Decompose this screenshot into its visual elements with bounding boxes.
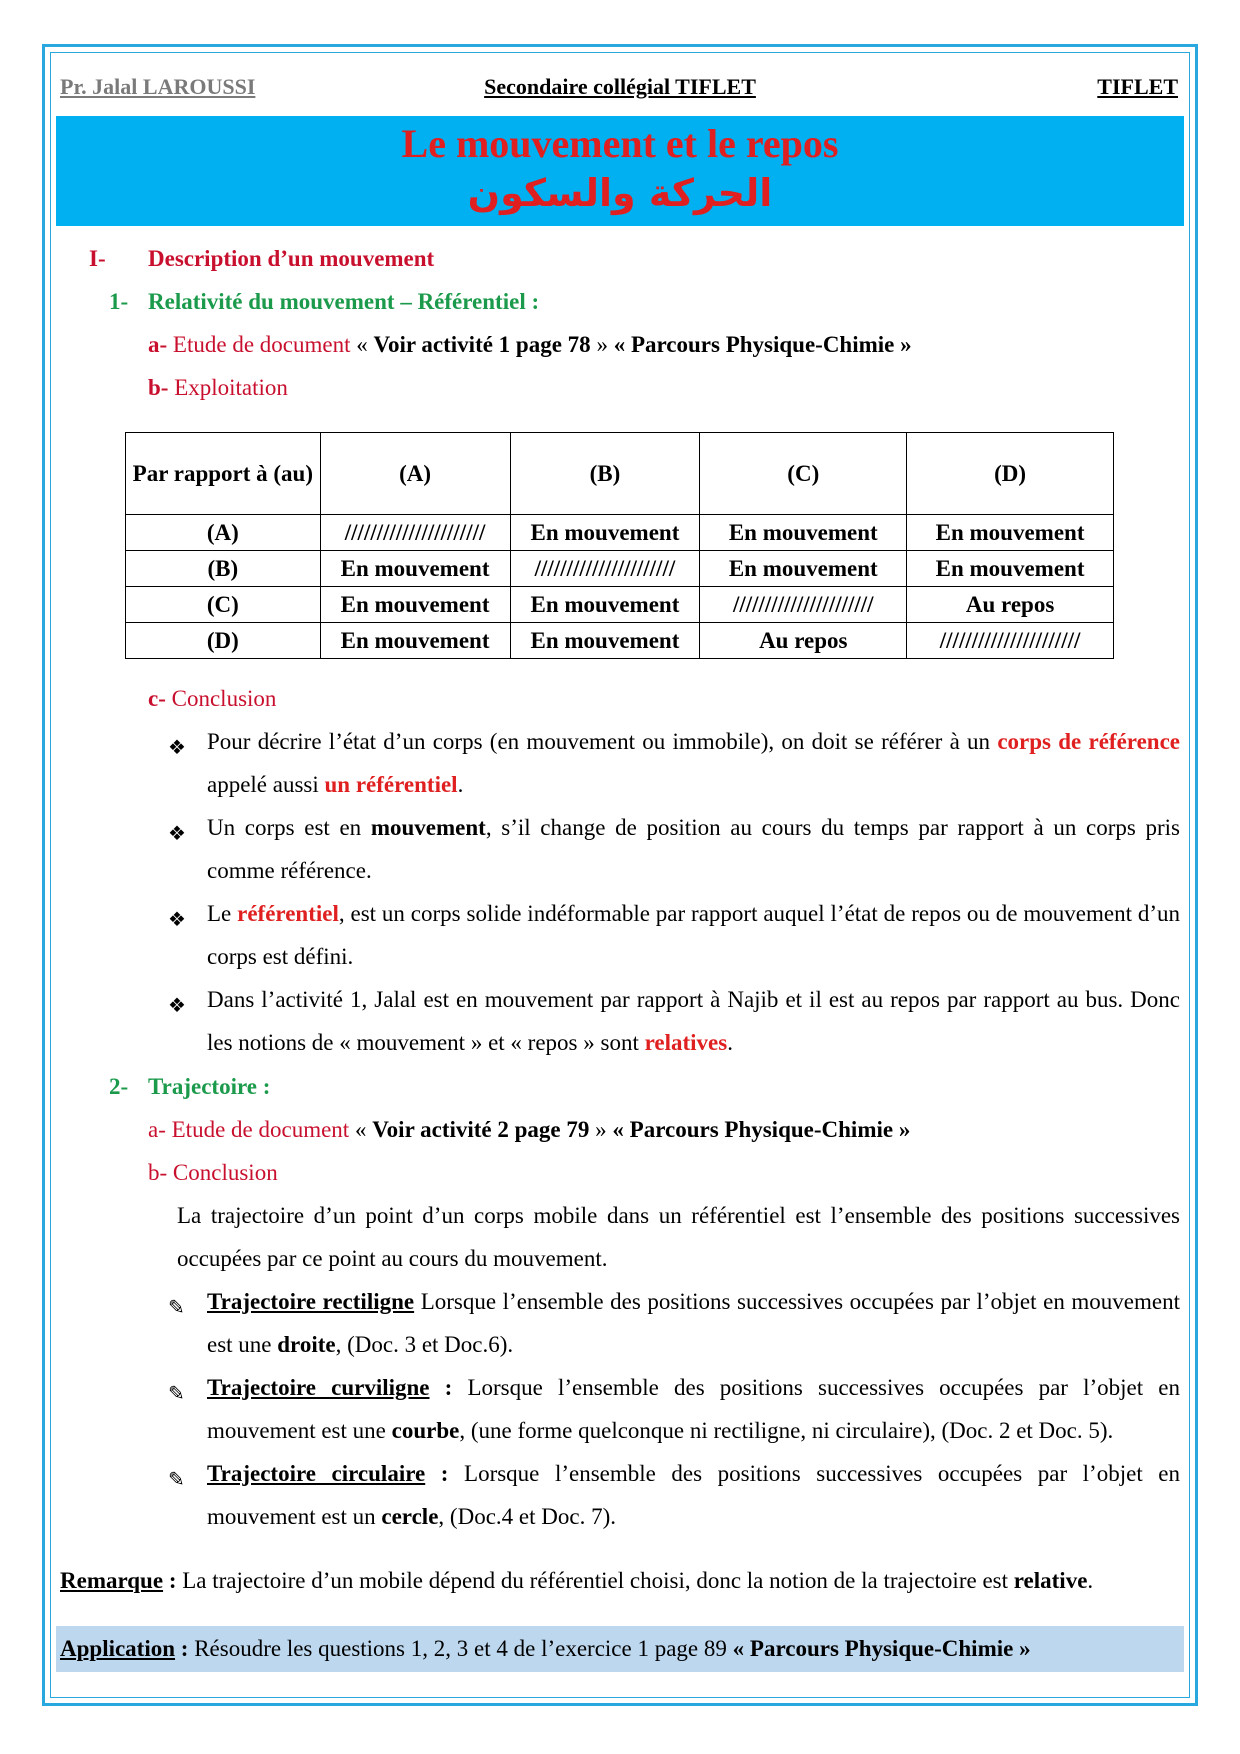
quote-close: » [590, 332, 614, 357]
header-city: TIFLET [1097, 74, 1178, 99]
column-header: (D) [907, 433, 1114, 515]
bold-term: mouvement [370, 815, 486, 840]
item-a-document [148, 330, 912, 360]
conclusion-bullet-1 [207, 720, 1180, 806]
header-author: Pr. Jalal LAROUSSI [60, 74, 256, 99]
table-cell: En mouvement [510, 623, 700, 659]
item-text: , (une forme quelconque ni rectiligne, ni circulaire), (Doc. 2 et Doc. 5). [459, 1418, 1114, 1443]
activity-reference: Voir activité 2 page 79 [372, 1117, 590, 1142]
section-title: Description d’un mouvement [148, 246, 435, 271]
book-reference: « Parcours Physique-Chimie » [732, 1636, 1031, 1661]
highlight-term: corps de référence [997, 729, 1180, 754]
trajectory-circular [207, 1452, 1180, 1538]
column-header: (B) [510, 433, 700, 515]
quote-open: « [354, 1117, 373, 1142]
bullet-text: . [457, 772, 464, 797]
row-header: (D) [126, 623, 321, 659]
subsection-number: 2- [109, 1074, 129, 1099]
book-reference: « Parcours Physique-Chimie » [613, 332, 912, 357]
item-text: Lorsque l’ensemble des positions successives occupées par l’objet en mouvement est une [207, 1375, 1180, 1443]
item-text: , (Doc. 3 et Doc.6). [335, 1332, 514, 1357]
remark-text: . [1087, 1568, 1094, 1593]
row-header: (A) [126, 515, 321, 551]
colon: : [175, 1636, 189, 1661]
quote-close: » [589, 1117, 613, 1142]
item-text: Lorsque l’ensemble des positions successives occupées par l’objet en mouvement est un [207, 1461, 1180, 1529]
diamond-bullet-icon: ❖ [168, 995, 186, 1017]
bullet-text: , est un corps solide indéformable par rapport auquel l’état de repos ou de mouvement d’un corps est défini. [207, 901, 1180, 969]
page-title-arabic: الحركة والسكون [467, 171, 773, 215]
table-cell: ////////////////////// [320, 515, 510, 551]
application [60, 1634, 1180, 1664]
item-a-label: Etude de document [171, 1117, 350, 1142]
remark-label: Remarque [60, 1568, 164, 1593]
item-b-label: Exploitation [174, 375, 288, 400]
colon: : [425, 1461, 449, 1486]
item-a-number: a- [148, 1117, 166, 1142]
trajectory-term: Trajectoire circulaire [207, 1461, 426, 1486]
table-cell: En mouvement [320, 587, 510, 623]
table-row [126, 623, 1114, 659]
item-b-number: b- [148, 375, 169, 400]
section-number: I- [89, 246, 106, 271]
bullet-text: Le [207, 901, 238, 926]
bullet-text: . [727, 1030, 733, 1055]
item-a-number: a- [148, 332, 168, 357]
bullet-text: Pour décrire l’état d’un corps (en mouvement ou immobile), on doit se référer à un [207, 729, 998, 754]
bullet-text: appelé aussi [207, 772, 325, 797]
conclusion-bullet-3 [207, 892, 1180, 978]
highlight-term: relatives [644, 1030, 728, 1055]
item-c-label: Conclusion [171, 686, 277, 711]
table-cell: Au repos [700, 623, 907, 659]
table-cell: En mouvement [510, 587, 700, 623]
bullet-text: Dans l’activité 1, Jalal est en mouvement par rapport à Najib et il est au repos par rapport au bus. Donc les notions de « mouvement » et « repos » sont [207, 987, 1180, 1055]
header-school: Secondaire collégial TIFLET [484, 74, 756, 99]
remark-text: La trajectoire d’un mobile dépend du référentiel choisi, donc la notion de la trajectoire est [176, 1568, 1014, 1593]
table-cell: En mouvement [907, 515, 1114, 551]
bold-term: droite [277, 1332, 336, 1357]
trajectory-curvilinear [207, 1366, 1180, 1452]
item-b-label: Conclusion [172, 1160, 278, 1185]
item-text: , (Doc.4 et Doc. 7). [438, 1504, 616, 1529]
activity-reference: Voir activité 1 page 78 [373, 332, 591, 357]
item-text: Lorsque l’ensemble des positions successives occupées par l’objet en mouvement est une [207, 1289, 1180, 1357]
bold-term: cercle [381, 1504, 439, 1529]
book-reference: « Parcours Physique-Chimie » [612, 1117, 911, 1142]
trajectory-definition: La trajectoire d’un point d’un corps mobile dans un référentiel est l’ensemble des positions successives occupées par ce point au cours du mouvement. [177, 1203, 1180, 1271]
table-cell: En mouvement [700, 515, 907, 551]
row-header: (C) [126, 587, 321, 623]
item-a-label: Etude de document [172, 332, 351, 357]
pencil-bullet-icon: ✎ [168, 1383, 185, 1405]
conclusion-bullet-4 [207, 978, 1180, 1064]
subsection-title: Relativité du mouvement – Référentiel : [148, 289, 540, 314]
title-banner [56, 116, 1184, 226]
highlight-term: un référentiel [324, 772, 458, 797]
page-title: Le mouvement et le repos [401, 121, 839, 166]
pencil-bullet-icon: ✎ [168, 1297, 185, 1319]
subsection-title: Trajectoire : [148, 1074, 271, 1099]
table-cell: En mouvement [320, 623, 510, 659]
column-header: (A) [320, 433, 510, 515]
diamond-bullet-icon: ❖ [168, 823, 186, 845]
table-cell: ////////////////////// [510, 551, 700, 587]
bullet-text: , s’il change de position au cours du temps par rapport à un corps pris comme référence. [207, 815, 1180, 883]
table-cell: En mouvement [907, 551, 1114, 587]
item-a-document [148, 1115, 910, 1145]
trajectory-term: Trajectoire curviligne [207, 1375, 430, 1400]
subsection-number: 1- [109, 289, 129, 314]
table-cell: En mouvement [510, 515, 700, 551]
item-b-exploitation [148, 373, 288, 403]
table-row [126, 551, 1114, 587]
table-row [126, 587, 1114, 623]
item-c-number: c- [148, 686, 166, 711]
bullet-text: Un corps est en [207, 815, 371, 840]
item-c-conclusion [148, 684, 276, 714]
bold-term: courbe [391, 1418, 460, 1443]
table-header-row [126, 433, 1114, 515]
remark [60, 1566, 1185, 1596]
quote-open: « [356, 332, 374, 357]
column-header: (C) [700, 433, 907, 515]
table-row [126, 515, 1114, 551]
highlight-term: référentiel [237, 901, 339, 926]
table-cell: Au repos [907, 587, 1114, 623]
colon: : [429, 1375, 453, 1400]
table-cell: En mouvement [700, 551, 907, 587]
row-header: (B) [126, 551, 321, 587]
diamond-bullet-icon: ❖ [168, 909, 186, 931]
pencil-bullet-icon: ✎ [168, 1469, 185, 1491]
item-b-conclusion [148, 1158, 278, 1188]
application-label: Application [60, 1636, 176, 1661]
colon: : [163, 1568, 177, 1593]
conclusion-bullet-2 [207, 806, 1180, 892]
trajectory-term: Trajectoire rectiligne [207, 1289, 415, 1314]
application-text: Résoudre les questions 1, 2, 3 et 4 de l’exercice 1 page 89 [188, 1636, 733, 1661]
bold-term: relative [1013, 1568, 1088, 1593]
table-cell: ////////////////////// [700, 587, 907, 623]
table-cell: En mouvement [320, 551, 510, 587]
item-b-number: b- [148, 1160, 168, 1185]
trajectory-rectilinear [207, 1280, 1180, 1366]
table-corner-cell: Par rapport à (au) [126, 433, 321, 515]
motion-table [125, 432, 1114, 659]
table-cell: ////////////////////// [907, 623, 1114, 659]
diamond-bullet-icon: ❖ [168, 737, 186, 759]
